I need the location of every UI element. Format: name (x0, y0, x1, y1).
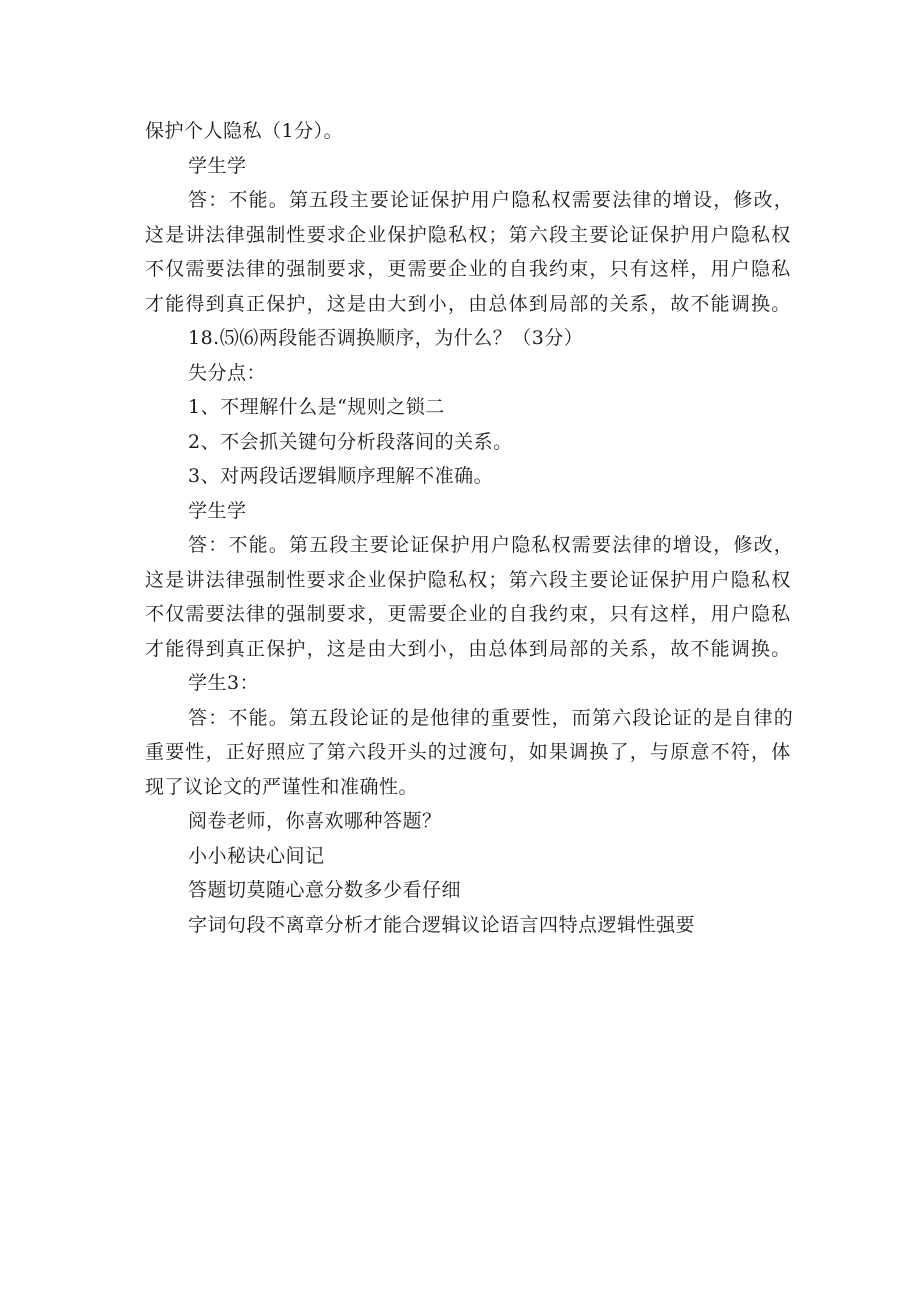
answer-line: 答：不能。第五段主要论证保护用户隐私权需要法律的增设，修改， (188, 534, 795, 556)
question-line: 18.⑸⑹两段能否调换顺序，为什么？（3分） (188, 327, 584, 349)
answer-line: 这是讲法律强制性要求企业保护隐私权；第六段主要论证保护用户隐私权 (145, 568, 792, 591)
answer-line: 才能得到真正保护，这是由大到小，由总体到局部的关系，故不能调换。 (145, 292, 792, 315)
text-line: 字词句段不离章分析才能合逻辑议论语言四特点逻辑性强要 (188, 913, 696, 936)
student-label: 学生3： (188, 672, 260, 694)
answer-line: 答：不能。第五段论证的是他律的重要性，而第六段论证的是自律的 (188, 706, 795, 729)
list-item: 2、不会抓关键句分析段落间的关系。 (188, 430, 513, 453)
student-label: 学生学 (188, 499, 247, 522)
document-body (145, 114, 795, 942)
answer-line: 这是讲法律强制性要求企业保护隐私权；第六段主要论证保护用户隐私权 (145, 223, 792, 246)
text-line: 答题切莫随心意分数多少看仔细 (188, 879, 462, 901)
text-line: 小小秘诀心间记 (188, 844, 325, 867)
answer-line: 不仅需要法律的强制要求，更需要企业的自我约束，只有这样，用户隐私 (145, 258, 792, 280)
text-line: 保护个人隐私（1分）。 (145, 120, 344, 142)
section-label: 失分点： (188, 361, 267, 384)
answer-line: 重要性，正好照应了第六段开头的过渡句，如果调换了，与原意不符，体 (145, 741, 792, 763)
answer-line: 答：不能。第五段主要论证保护用户隐私权需要法律的增设，修改， (188, 189, 795, 211)
answer-line: 才能得到真正保护，这是由大到小，由总体到局部的关系，故不能调换。 (145, 637, 792, 660)
answer-line: 现了议论文的严谨性和准确性。 (145, 775, 419, 798)
student-label: 学生学 (188, 154, 247, 177)
list-item: 1、不理解什么是“规则之锁二 (188, 396, 445, 418)
answer-line: 不仅需要法律的强制要求，更需要企业的自我约束，只有这样，用户隐私 (145, 603, 792, 625)
text-line: 阅卷老师，你喜欢哪种答题？ (188, 810, 442, 832)
list-item: 3、对两段话逻辑顺序理解不准确。 (188, 465, 494, 487)
